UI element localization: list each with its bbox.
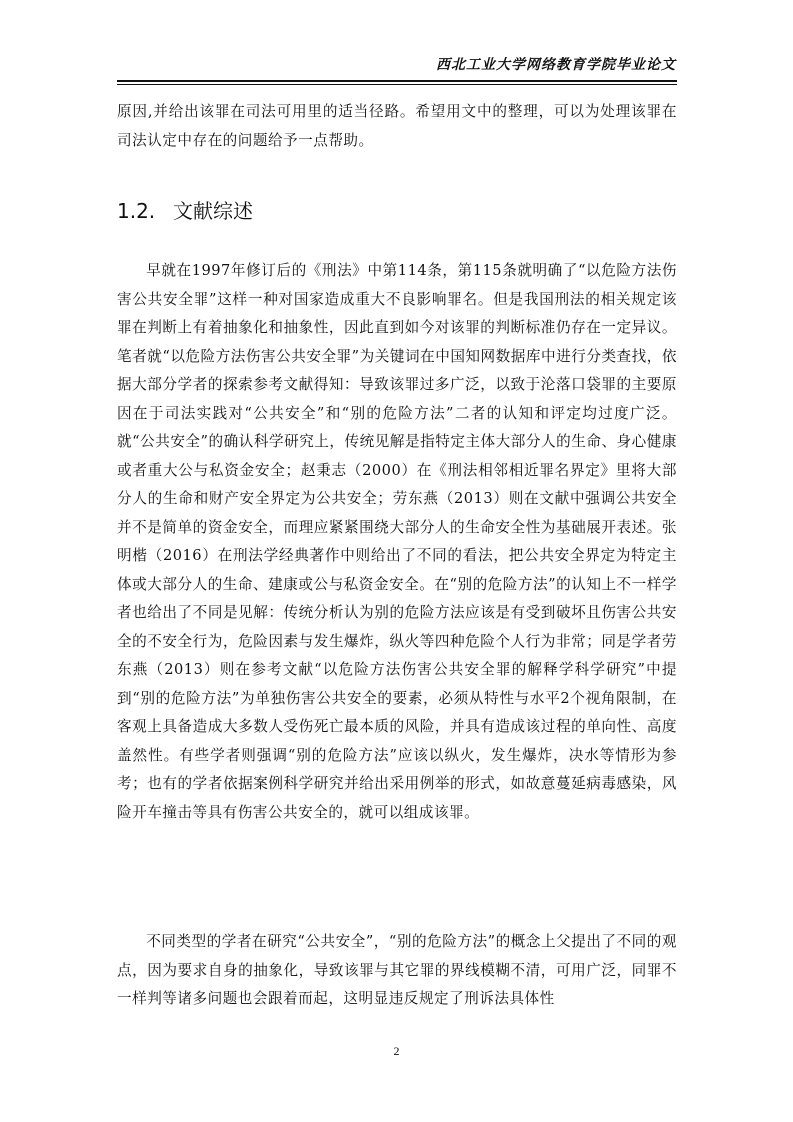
body-paragraph: 不同类型的学者在研究“公共安全”，“别的危险方法”的概念上父提出了不同的观点，因为要求自身的抽象化，导致该罪与其它罪的界线模糊不清，可用广泛，同罪不一样判等诸多问题也会跟着而起，这明显违反规定了刑诉法具体性 xyxy=(117,933,677,1007)
body-paragraph: 早就在1997年修订后的《刑法》中第114条，第115条就明确了“以危险方法伤害公共安全罪”这样一种对国家造成重大不良影响罪名。但是我国刑法的相关规定该罪在判断上有着抽象化和抽象性，因此直到如今对该罪的判断标准仍存在一定异议。笔者就“以危险方法伤害公共安全罪”为关键词在中国知网数据库中进行分类查找，依据大部分学者的探索参考文献得知：导致该罪过多广泛，以致于沦落口袋罪的主要原因在于司法实践对“公共安全”和“别的危险方法”二者的认知和评定均过度广泛。就“公共安全”的确认科学研究上，传统见解是指特定主体大部分人的生命、身心健康或者重大公与私资金安全；赵秉志（2000）在《刑法相邻相近罪名界定》里将大部分人的生命和财产安全界定为公共安全；劳东燕（2013）则在文献中强调公共安全并不是简单的资金安全，而理应紧紧围绕大部分人的生命安全性为基础展开表述。张明楷（2016）在刑法学经典著作中则给出了不同的看法，把公共安全界定为特定主体或大部分人的生命、建康或公与私资金安全。在“别的危险方法”的认知上不一样学者也给出了不同是见解：传统分析认为别的危险方法应该是有受到破坏且伤害公共安全的不安全行为，危险因素与发生爆炸，纵火等四种危险个人行为非常；同是学者劳东燕（2013）则在参考文献“以危险方法伤害公共安全罪的解释学科学研究”中提到“别的危险方法”为单独伤害公共安全的要素，必须从特性与水平2个视角限制，在客观上具备造成大多数人受伤死亡最本质的风险，并具有造成该过程的单向性、高度盖然性。有些学者则强调“别的危险方法”应该以纵火，发生爆炸，决水等情形为参考；也有的学者依据案例科学研究并给出采用例举的形式，如故意蔓延病毒感染，风险开车撞击等具有伤害公共安全的，就可以组成该罪。 xyxy=(117,262,677,821)
page-number: 2 xyxy=(393,1044,400,1058)
running-header: 西北工业大学网络教育学院毕业论文 xyxy=(436,57,676,73)
section-heading xyxy=(117,196,253,226)
section-title: 文献综述 xyxy=(173,199,253,223)
continuation-paragraph: 原因,并给出该罪在司法可用里的适当径路。希望用文中的整理，可以为处理该罪在司法认定中存在的问题给予一点帮助。 xyxy=(117,103,677,149)
header-rule xyxy=(117,80,677,82)
header-rule-thin xyxy=(117,84,677,85)
section-number: 1.2. xyxy=(117,199,156,223)
